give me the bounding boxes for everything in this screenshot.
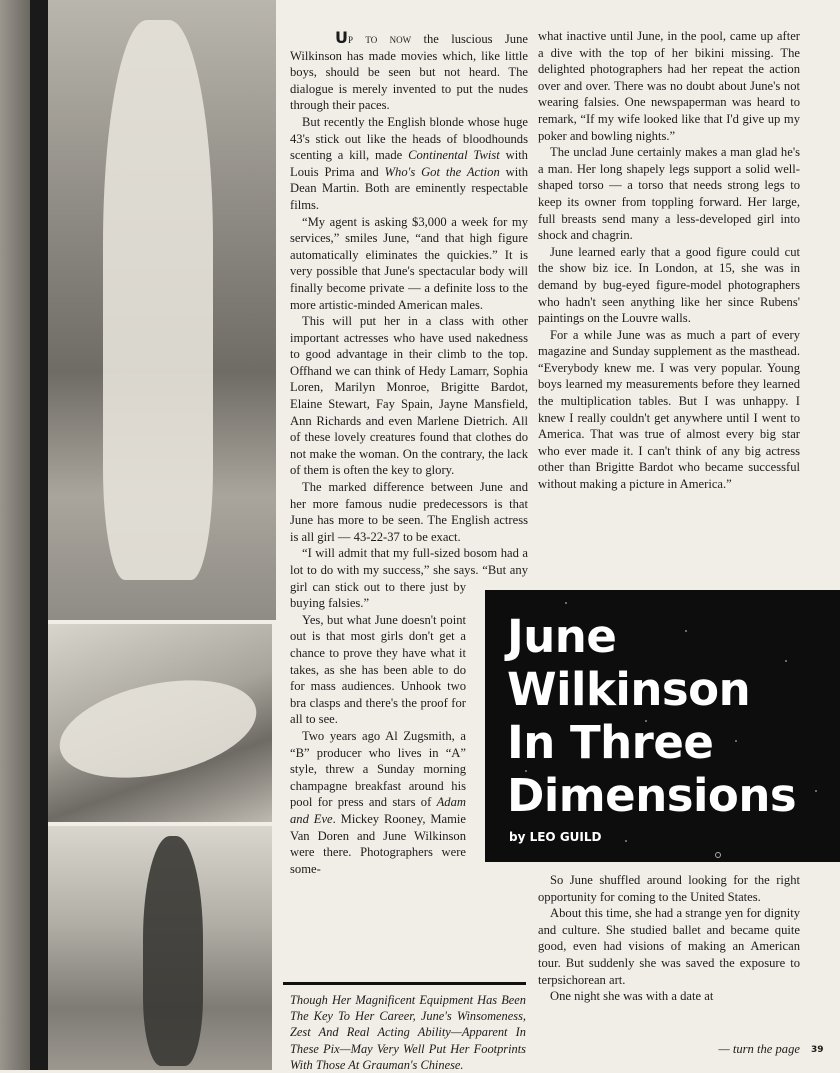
paragraph: One night she was with a date at bbox=[550, 989, 714, 1004]
article-column-1: Up to now the luscious June Wilkinson has made movies which, like little boys, should be seen but not heard. The dialogue is merely invented to put the nudes through their paces. But recently the English blonde whose huge 43's stick out like the heads of bloodhounds scenting a kill, made Continental Twist with Louis Prima and Who's Got the Action with Dean Martin. Both are eminently respectable films. “My agent is asking $3,000 a week for my services,” smiles June, “and that high figure automatically eliminates the quickies.” It is very possible that June's spectacular body will finally become private — a definite loss to the more artistic-minded American males. This will put her in a class with other important actresses who have used nakedness to good advantage in their climb to the top. Offhand we can think of Hedy Lamarr, Sophia Loren, Marilyn Monroe, Brigitte Bardot, Elaine Stewart, Fay Spain, Jayne Mansfield, Ann Richards and even Marlene Dietrich. All of these lovely creatures found that clothes do not make the woman. On the contrary, the lack of them is often the key to glory. The marked difference between June and her more famous nudie predecessors is that June has more to be seen. The English actress is all girl — 43-22-37 to be exact. “I will admit that my full-sized bosom had a lot to do with my success,” she says. “But any girl can stick out to there just by buying falsies.” Yes, but what June doesn't point out is that most girls don't get a chance to prove they have what it takes, as she has been able to do for mass audiences. Unhook two bra clasps and there's the proof for all to see. Two years ago Al Zugsmith, a “B” producer who lives in “A” style, threw a Sunday morning champagne breakfast around his pool for press and stars of Adam and Eve. Mickey Rooney, Mamie Van Doren and June Wilkinson were there. Photographers were some- bbox=[290, 28, 529, 876]
article-title: June Wilkinson In Three Dimensions bbox=[507, 610, 797, 822]
paragraph: This will put her in a class with other important actresses who have used nakedness to good advantage in their climb to the top. Offhand we can think of Hedy Lamarr, Sophia Loren, Marilyn Monroe, Brigitte Bardot, Elaine Stewart, Fay Spain, Jayne Mansfield, Ann Richards and even Marlene Dietrich. All of these lovely creatures found that clothes do not make the woman. On the contrary, the lack of them is often the key to glory. bbox=[290, 314, 528, 478]
title-block bbox=[485, 590, 840, 862]
paragraph: June learned early that a good figure could cut the show biz ice. In London, at 15, she was in demand by bug-eyed figure-model photographers who hadn't seen anything like her since Rubens' paintings on the Louvre walls. bbox=[538, 244, 800, 326]
turn-the-page-link: — turn the page bbox=[718, 1042, 800, 1056]
photo-crowd-scene bbox=[48, 826, 272, 1070]
photo-standing-pose bbox=[48, 0, 276, 620]
caption-rule bbox=[283, 982, 526, 985]
drop-initial: U bbox=[335, 28, 348, 47]
paragraph: For a while June was as much a part of every magazine and Sunday supplement as the masthead. “Everybody knew me. I was very popular. Young boys learned my measurements before they learned the multiplication tables. But I was unhappy. I knew I really couldn't get anywhere until I went to America. That was true of almost every big star who ever made it. I can't think of any big actress other than Brigitte Bardot who became successful without making a picture in America.” bbox=[538, 327, 800, 492]
paragraph: About this time, she had a strange yen for dignity and culture. She studied ballet and became quite good, even had visions of making an American tour. But suddenly she was saved the exposure to terpsichorean art. bbox=[538, 906, 800, 987]
paragraph: Yes, but what June doesn't point out is that most girls don't get a chance to prove they have what it takes, as she has been able to do for mass audiences. Unhook two bra clasps and there's the proof for all to see. bbox=[290, 612, 466, 727]
paragraph: The unclad June certainly makes a man glad he's a man. Her long shapely legs support a solid well-shaped torso — a torso that needs strong legs to keep its owner from toppling forward. Her large, full breasts send many a less-developed girl into shock and chagrin. bbox=[538, 145, 800, 243]
gutter-band bbox=[30, 0, 48, 1070]
page-number: 39 bbox=[811, 1045, 824, 1055]
paragraph: what inactive until June, in the pool, came up after a dive with the top of her bikini missing. The delighted photographers had her repeat the action over and over. There was no doubt about June's not wearing falsies. One newspaperman was heard to remark, “If my wife looked like that I'd give up my poker and bowling nights.” bbox=[538, 29, 800, 143]
paragraph: So June shuffled around looking for the right opportunity for coming to the United States. bbox=[538, 873, 800, 904]
paragraph: The marked difference between June and her more famous nudie predecessors is that June has more to be seen. The English actress is all girl — 43-22-37 to be exact. bbox=[290, 480, 528, 544]
photo-caption: Though Her Magnificent Equipment Has Been The Key To Her Career, June's Winsomeness, Zest And Real Acting Ability—Apparent In These Pix—May Very Well Put Her Footprints With Those At Grauman's Chinese. bbox=[290, 993, 526, 1072]
left-page-edge bbox=[0, 0, 30, 1070]
article-column-2 bbox=[538, 28, 800, 493]
photo-reclining-pose bbox=[48, 624, 272, 822]
paragraph: “I will admit that my full-sized bosom had a lot to do with my success,” she says. “But any girl can stick out to there just by buying falsies.” bbox=[290, 546, 528, 611]
paragraph: “My agent is asking $3,000 a week for my services,” smiles June, “and that high figure automatically eliminates the quickies.” It is very possible that June's spectacular body will finally become private — a definite loss to the more artistic-minded American males. bbox=[290, 214, 528, 312]
byline: by LEO GUILD bbox=[509, 830, 602, 844]
article-column-2-continued bbox=[538, 872, 800, 1005]
